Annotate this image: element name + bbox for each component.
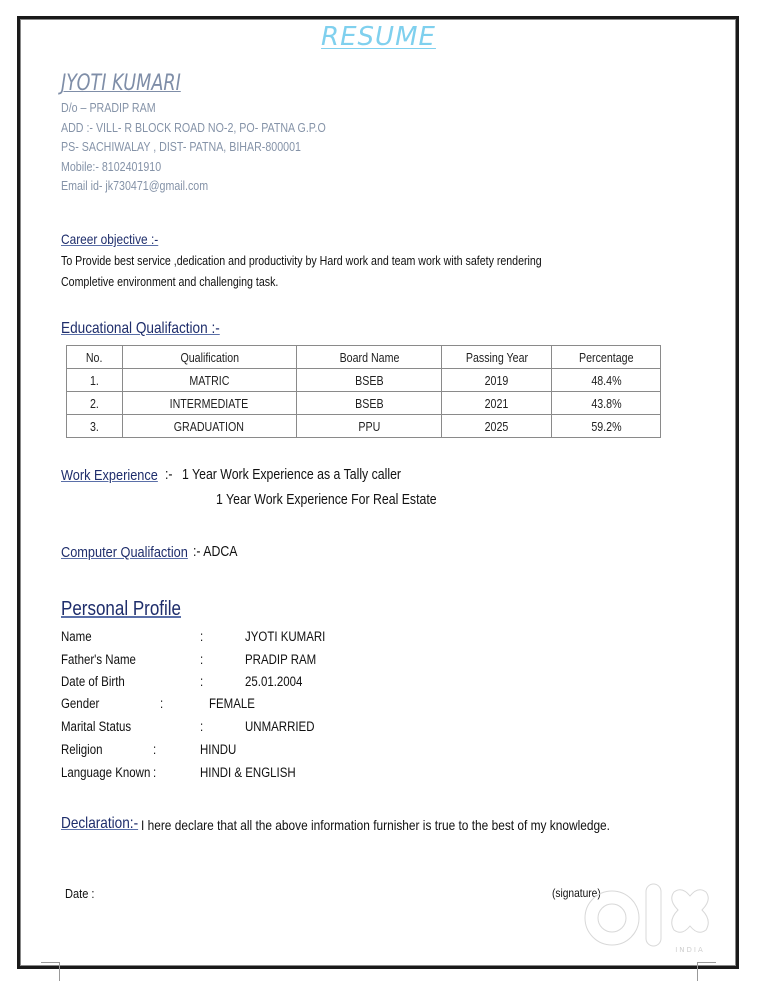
profile-label: Name (61, 629, 92, 644)
profile-label: Language Known (61, 765, 151, 780)
table-cell: 2021 (442, 392, 552, 415)
date-label: Date : (65, 886, 95, 901)
profile-colon: : (160, 696, 164, 711)
signature-label: (signature) (552, 886, 601, 900)
profile-colon: : (200, 629, 204, 644)
table-cell: 43.8% (552, 392, 661, 415)
mobile-line: Mobile:- 8102401910 (61, 158, 162, 174)
address-line-2: PS- SACHIWALAY , DIST- PATNA, BIHAR-800001 (61, 139, 301, 154)
profile-colon: : (200, 674, 204, 689)
table-cell: PPU (296, 415, 442, 438)
table-cell: 3. (67, 415, 123, 438)
profile-label: Religion (61, 742, 103, 757)
table-cell: BSEB (296, 392, 442, 415)
declaration-heading: Declaration:- (61, 815, 139, 832)
table-cell: MATRIC (122, 369, 296, 392)
profile-label: Marital Status (61, 719, 132, 734)
profile-value: FEMALE (209, 696, 255, 711)
career-objective-line-1: To Provide best service ,dedication and productivity by Hard work and team work with safety rendering (61, 254, 542, 268)
education-table (66, 345, 661, 438)
table-cell: GRADUATION (122, 415, 296, 438)
resume-title: RESUME (321, 22, 436, 52)
crop-mark-left (41, 962, 60, 981)
email-line: Email id- jk730471@gmail.com (61, 178, 209, 193)
table-header-row (67, 346, 661, 369)
computer-qualification-value: :- ADCA (193, 543, 238, 560)
work-experience-line-1: 1 Year Work Experience as a Tally caller (182, 466, 402, 483)
profile-value: UNMARRIED (245, 719, 315, 734)
contact-block (61, 98, 384, 196)
column-header: Qualification (122, 346, 296, 369)
table-row (67, 415, 661, 438)
profile-colon: : (200, 719, 204, 734)
table-cell: 2. (67, 392, 123, 415)
table-cell: 2025 (442, 415, 552, 438)
table-cell: BSEB (296, 369, 442, 392)
profile-label: Date of Birth (61, 674, 125, 689)
table-row (67, 392, 661, 415)
profile-value: HINDU (200, 742, 237, 757)
column-header: Passing Year (442, 346, 552, 369)
olx-watermark-icon (582, 880, 722, 960)
career-objective-line-2: Completive environment and challenging task. (61, 275, 279, 289)
column-header: Board Name (296, 346, 442, 369)
education-heading: Educational Qualifaction :- (61, 320, 220, 337)
table-cell: 1. (67, 369, 123, 392)
career-objective-heading: Career objective :- (61, 231, 159, 247)
table-row (67, 369, 661, 392)
table-cell: 59.2% (552, 415, 661, 438)
work-experience-heading: Work Experience (61, 467, 158, 484)
table-cell: INTERMEDIATE (122, 392, 296, 415)
profile-value: JYOTI KUMARI (245, 629, 326, 644)
declaration-text: I here declare that all the above information furnisher is true to the best of my knowledge. (141, 817, 610, 833)
profile-value: HINDI & ENGLISH (200, 765, 296, 780)
address-line-1: ADD :- VILL- R BLOCK ROAD NO-2, PO- PATNA G.P.O (61, 119, 326, 135)
column-header: Percentage (552, 346, 661, 369)
profile-label: Father's Name (61, 652, 136, 667)
profile-label: Gender (61, 696, 100, 711)
work-experience-line-2: 1 Year Work Experience For Real Estate (216, 491, 437, 508)
profile-value: 25.01.2004 (245, 674, 303, 689)
olx-india-text: INDIA (675, 946, 705, 954)
profile-colon: : (200, 652, 204, 667)
crop-mark-right (697, 962, 716, 981)
parent-line: D/o – PRADIP RAM (61, 100, 156, 115)
profile-colon: : (153, 765, 157, 780)
work-experience-separator: :- (165, 466, 173, 483)
candidate-name: JYOTI KUMARI (61, 71, 181, 96)
column-header: No. (67, 346, 123, 369)
personal-profile-heading: Personal Profile (61, 598, 182, 620)
table-cell: 48.4% (552, 369, 661, 392)
computer-qualification-heading: Computer Qualifaction (61, 544, 188, 561)
table-cell: 2019 (442, 369, 552, 392)
profile-value: PRADIP RAM (245, 652, 317, 667)
profile-colon: : (153, 742, 157, 757)
